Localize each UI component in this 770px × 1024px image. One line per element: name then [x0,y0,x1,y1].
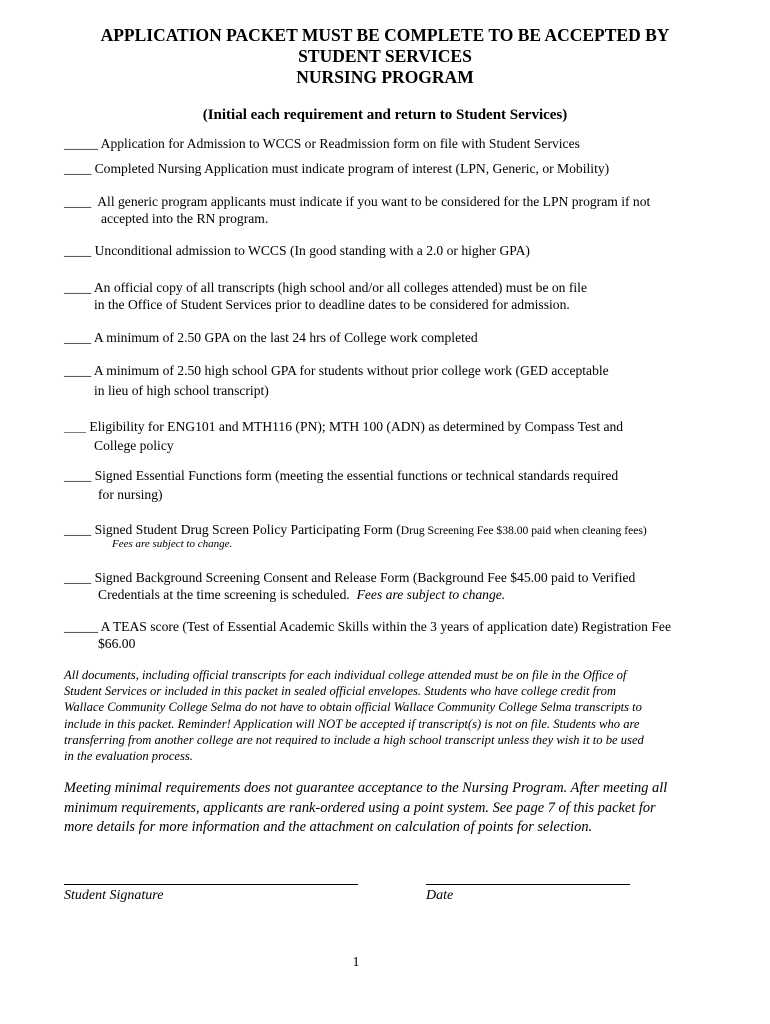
requirement-text: A minimum of 2.50 high school GPA for students without prior college work (GED acceptable [93,363,609,378]
requirement-text: Eligibility for ENG101 and MTH116 (PN); MTH 100 (ADN) as determined by Compass Test and [89,419,624,434]
fees-change-note: Fees are subject to change. [356,587,506,602]
initial-blank: ____ [64,522,92,537]
requirement-text: Signed Background Screening Consent and Release Form (Background Fee $45.00 paid to Verified [94,570,636,585]
paragraph-line: Meeting minimal requirements does not guarantee acceptance to the Nursing Program. After meeting all [64,780,668,796]
initial-blank: ____ [64,194,92,209]
requirement-text: Signed Essential Functions form (meeting the essential functions or technical standards required [94,468,619,483]
requirement-unconditional-admission [64,242,530,259]
requirement-drug-screen [64,521,647,539]
initial-blank: ____ [64,422,86,434]
initial-blank: ____ [64,570,92,585]
requirement-text: A minimum of 2.50 GPA on the last 24 hrs of College work completed [93,330,478,345]
requirement-official-transcripts [64,279,587,313]
requirement-text: Completed Nursing Application must indicate program of interest (LPN, Generic, or Mobility) [94,161,610,176]
requirement-college-gpa [64,329,478,346]
paragraph-line: Wallace Community College Selma do not have to obtain official Wallace Community College Selma transcripts to [64,700,642,715]
date-label: Date [426,888,454,903]
requirement-background-screening [64,569,635,603]
paragraph-line: transferring from another college are not required to include a high school transcript unless they wish it to be used [64,732,644,747]
requirement-text: An official copy of all transcripts (high school and/or all colleges attended) must be on file [93,280,587,295]
initial-blank: ____ [64,363,92,378]
requirement-text-cont: College policy [94,438,174,453]
requirement-high-school-gpa [64,362,609,399]
page-title-line-1: APPLICATION PACKET MUST BE COMPLETE TO BE ACCEPTED BY [100,25,670,45]
documents-notice-paragraph [64,667,724,764]
requirement-text: All generic program applicants must indicate if you want to be considered for the LPN program if not [97,194,651,209]
requirement-essential-functions [64,467,618,503]
requirement-nursing-application [64,160,609,177]
requirement-teas-score [64,618,671,652]
paragraph-line: more details for more information and the attachment on calculation of points for selection. [64,819,593,835]
date-line[interactable] [426,884,630,885]
student-signature-label: Student Signature [64,888,164,903]
requirement-lpn-consideration [64,193,650,227]
initial-blank: ____ [64,330,92,345]
requirement-text-cont: accepted into the RN program. [101,211,269,226]
student-signature-line[interactable] [64,884,358,885]
requirement-text-cont: for nursing) [98,487,163,502]
page-number: 1 [352,955,360,970]
requirement-text: Application for Admission to WCCS or Readmission form on file with Student Services [100,136,580,151]
drug-fee-text: Drug Screening Fee $38.00 paid when cleaning fees) [400,524,647,537]
requirement-text-cont: $66.00 [98,636,136,651]
requirement-text-cont [64,586,635,603]
initial-blank: ____ [64,280,92,295]
requirement-text-cont: in lieu of high school transcript) [94,383,269,398]
paragraph-line: Student Services or included in this packet in sealed official envelopes. Students who have college credit from [64,684,617,699]
requirement-text-cont: in the Office of Student Services prior to deadline dates to be considered for admission. [94,297,570,312]
requirement-admission-form [64,135,580,152]
initial-blank: _____ [64,619,98,634]
paragraph-line: include in this packet. Reminder! Application will NOT be accepted if transcript(s) is not on file. Students who are [64,716,640,731]
requirement-text: Signed Student Drug Screen Policy Participating Form ( [94,522,401,537]
instruction-subtitle: (Initial each requirement and return to Student Services) [202,107,568,123]
requirement-eligibility [64,418,623,454]
background-text-line2: Credentials at the time screening is scheduled. [98,587,350,602]
initial-blank: _____ [64,136,98,151]
paragraph-line: All documents, including official transcripts for each individual college attended must be on file in the Office of [64,668,627,682]
initial-blank: ____ [64,161,92,176]
page-title-line-3: NURSING PROGRAM [296,67,474,87]
requirement-text: Unconditional admission to WCCS (In good standing with a 2.0 or higher GPA) [94,243,530,258]
fees-change-note: Fees are subject to change. [112,538,233,550]
initial-blank: ____ [64,243,92,258]
initial-blank: ____ [64,468,92,483]
paragraph-line: minimum requirements, applicants are rank-ordered using a point system. See page 7 of this packet for [64,799,656,816]
selection-notice-paragraph [64,779,744,838]
page-title-line-2: STUDENT SERVICES [298,46,472,66]
paragraph-line: in the evaluation process. [64,749,193,764]
requirement-text: A TEAS score (Test of Essential Academic Skills within the 3 years of application date) Registration Fee [100,619,671,634]
